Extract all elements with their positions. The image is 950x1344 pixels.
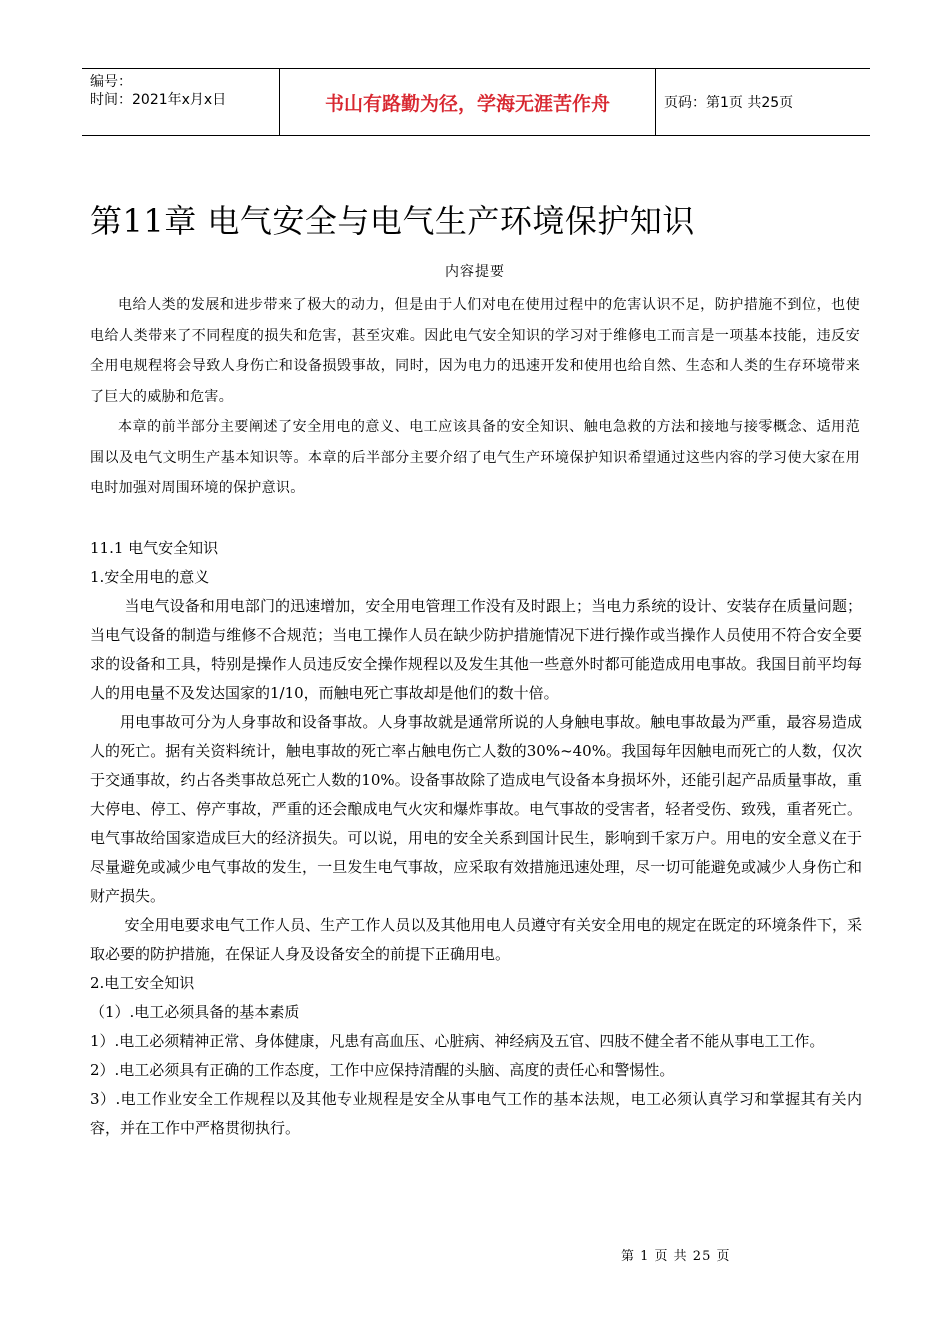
date-label: 时间：2021年x月x日	[90, 92, 227, 108]
subsection-heading-2: 2.电工安全知识	[90, 974, 195, 992]
paragraph-1: 当电气设备和用电部门的迅速增加，安全用电管理工作没有及时跟上；当电力系统的设计、安装存在质量问题；当电气设备的制造与维修不合规范；当电工操作人员在缺少防护措施情况下进行操作或当操作人员使用不符合安全要求的设备和工具，特别是操作人员违反安全操作规程以及发生其他一些意外时都可能造成用电事故。我国目前平均每人的用电量不及发达国家的1/10，而触电死亡事故却是他们的数十倍。	[90, 597, 862, 702]
list-item-2: 2）.电工必须具有正确的工作态度，工作中应保持清醒的头脑、高度的责任心和警惕性。	[90, 1061, 675, 1079]
list-item-1: 1）.电工必须精神正常、身体健康，凡患有高血压、心脏病、神经病及五官、四肢不健全者不能从事电工工作。	[90, 1032, 825, 1050]
subsection-heading-2-1: （1）.电工必须具备的基本素质	[90, 1003, 300, 1021]
header-table	[82, 68, 870, 136]
paragraph-2: 用电事故可分为人身事故和设备事故。人身事故就是通常所说的人身触电事故。触电事故最为严重，最容易造成人的死亡。据有关资料统计，触电事故的死亡率占触电伤亡人数的30%~40%。我国每年因触电而死亡的人数，仅次于交通事故，约占各类事故总死亡人数的10%。设备事故除了造成电气设备本身损坏外，还能引起产品质量事故，重大停电、停工、停产事故，严重的还会酿成电气火灾和爆炸事故。电气事故的受害者，轻者受伤、致残，重者死亡。电气事故给国家造成巨大的经济损失。可以说，用电的安全关系到国计民生，影响到千家万户。用电的安全意义在于尽量避免或减少电气事故的发生，一旦发生电气事故，应采取有效措施迅速处理，尽一切可能避免或减少人身伤亡和财产损失。	[90, 713, 862, 905]
header-left-cell	[82, 69, 280, 135]
chapter-title: 第11章 电气安全与电气生产环境保护知识	[90, 202, 695, 240]
main-content	[90, 534, 862, 1143]
header-page-info: 页码：第1页 共25页	[664, 95, 794, 111]
summary-paragraph-2: 本章的前半部分主要阐述了安全用电的意义、电工应该具备的安全知识、触电急救的方法和接地与接零概念、适用范围以及电气文明生产基本知识等。本章的后半部分主要介绍了电气生产环境保护知识希望通过这些内容的学习使大家在用电时加强对周围环境的保护意识。	[90, 419, 860, 496]
paragraph-3: 安全用电要求电气工作人员、生产工作人员以及其他用电人员遵守有关安全用电的规定在既定的环境条件下，采取必要的防护措施，在保证人身及设备安全的前提下正确用电。	[90, 916, 862, 963]
section-heading: 11.1 电气安全知识	[90, 539, 219, 557]
number-label: 编号：	[90, 74, 132, 90]
header-motto: 书山有路勤为径，学海无涯苦作舟	[280, 69, 656, 135]
summary-title: 内容提要	[445, 264, 505, 280]
summary	[90, 290, 860, 504]
subsection-heading-1: 1.安全用电的意义	[90, 568, 210, 586]
list-item-3: 3）.电工作业安全工作规程以及其他专业规程是安全从事电气工作的基本法规，电工必须认真学习和掌握其有关内容，并在工作中严格贯彻执行。	[90, 1090, 862, 1137]
summary-paragraph-1: 电给人类的发展和进步带来了极大的动力，但是由于人们对电在使用过程中的危害认识不足，防护措施不到位，也使电给人类带来了不同程度的损失和危害，甚至灾难。因此电气安全知识的学习对于维修电工而言是一项基本技能，违反安全用电规程将会导致人身伤亡和设备损毁事故，同时，因为电力的迅速开发和使用也给自然、生态和人类的生存环境带来了巨大的威胁和危害。	[90, 297, 860, 405]
page-footer: 第 1 页 共 25 页	[621, 1249, 731, 1264]
